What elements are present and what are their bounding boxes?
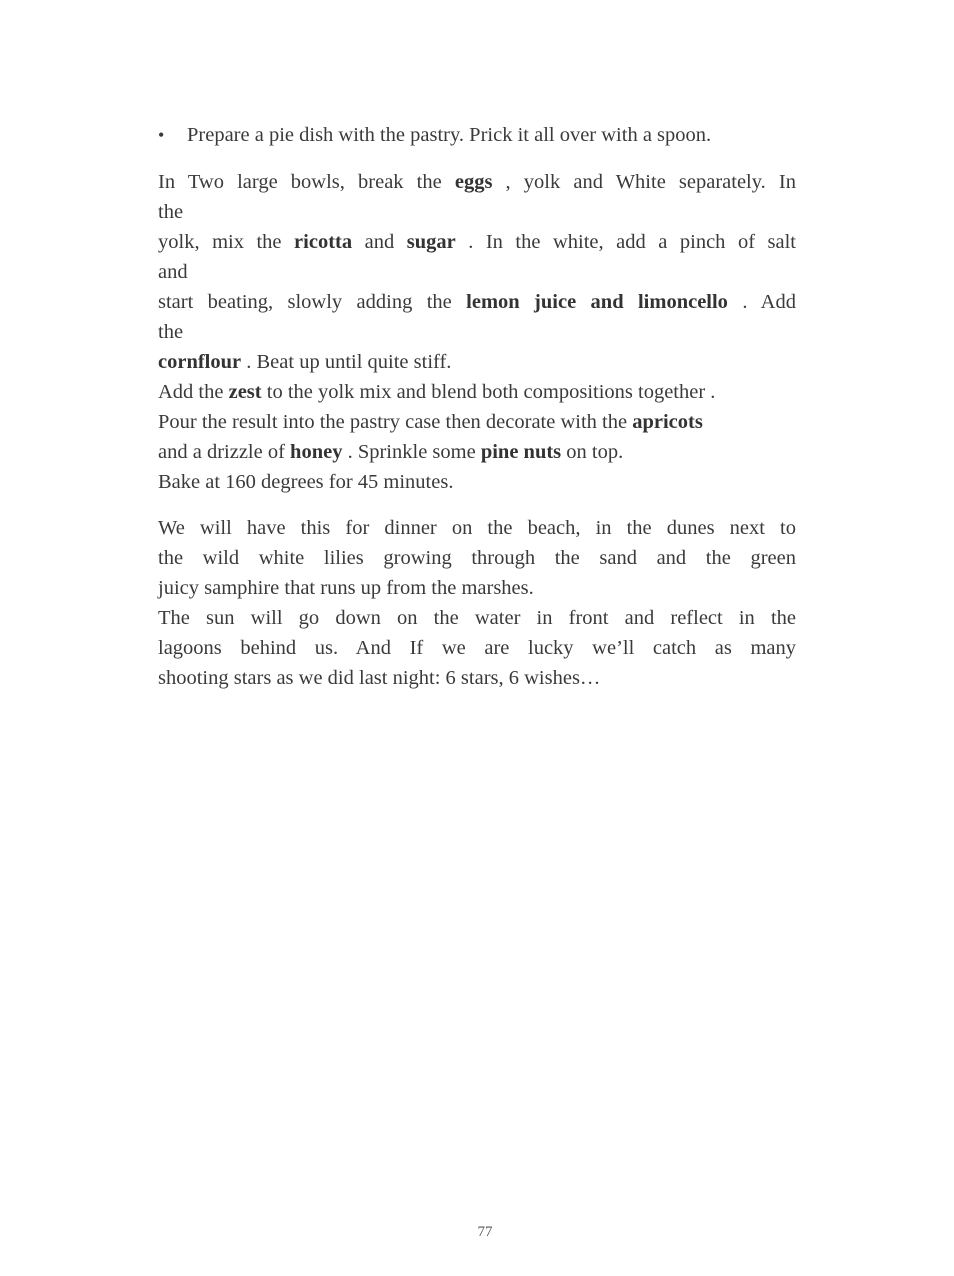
text-run: . In the white, add a pinch of salt [455, 231, 796, 253]
text-run: yolk, mix the [158, 231, 295, 253]
recipe-line-9 [158, 407, 796, 437]
text-run: start beating, slowly adding the [158, 291, 467, 313]
bullet-symbol: • [158, 125, 165, 145]
text-run: on top. [561, 441, 624, 463]
ingredient-cornflour: cornflour [158, 351, 242, 373]
story-line-4: The sun will go down on the water in front and reflect in the [158, 607, 796, 629]
story-paragraph [158, 513, 796, 693]
text-run: In Two large bowls, break the [158, 171, 455, 193]
text-run: . Sprinkle some [342, 441, 481, 463]
recipe-line-1 [158, 167, 796, 197]
ingredient-eggs: eggs [454, 171, 493, 193]
story-line-6: shooting stars as we did last night: 6 stars, 6 wishes… [158, 667, 601, 689]
text-run: . Beat up until quite stiff. [241, 351, 452, 373]
text-run: and [352, 231, 407, 253]
ingredient-zest: zest [228, 381, 262, 403]
text-run: , yolk and White separately. In [492, 171, 796, 193]
text-run: . Add [727, 291, 796, 313]
page-number: 77 [477, 1224, 493, 1240]
recipe-line-11: Bake at 160 degrees for 45 minutes. [158, 471, 454, 493]
ingredient-pine-nuts: pine nuts [480, 441, 562, 463]
ingredient-sugar: sugar [406, 231, 456, 253]
ingredient-lemon-limoncello: lemon juice and limoncello [466, 291, 728, 313]
recipe-line-3 [158, 227, 796, 257]
recipe-line-7 [158, 347, 796, 377]
story-line-2: the wild white lilies growing through the sand and the green [158, 547, 796, 569]
recipe-line-8 [158, 377, 796, 407]
text-run: Add the [158, 381, 229, 403]
ingredient-ricotta: ricotta [294, 231, 353, 253]
text-run: and a drizzle of [158, 441, 291, 463]
recipe-line-2: the [158, 201, 184, 223]
bullet-text: Prepare a pie dish with the pastry. Prick it all over with a spoon. [187, 124, 712, 146]
recipe-line-10 [158, 437, 796, 467]
recipe-line-4: and [158, 261, 188, 283]
ingredient-apricots: apricots [632, 411, 703, 433]
story-line-3: juicy samphire that runs up from the marshes. [158, 577, 534, 599]
story-line-5: lagoons behind us. And If we are lucky we’ll catch as many [158, 637, 796, 659]
recipe-paragraph [158, 167, 796, 497]
recipe-line-6: the [158, 321, 184, 343]
ingredient-honey: honey [290, 441, 343, 463]
text-run: to the yolk mix and blend both compositions together . [261, 381, 716, 403]
text-run: Pour the result into the pastry case then decorate with the [158, 411, 633, 433]
recipe-line-5 [158, 287, 796, 317]
story-line-1: We will have this for dinner on the beach, in the dunes next to [158, 517, 796, 539]
bullet-item [158, 120, 798, 150]
